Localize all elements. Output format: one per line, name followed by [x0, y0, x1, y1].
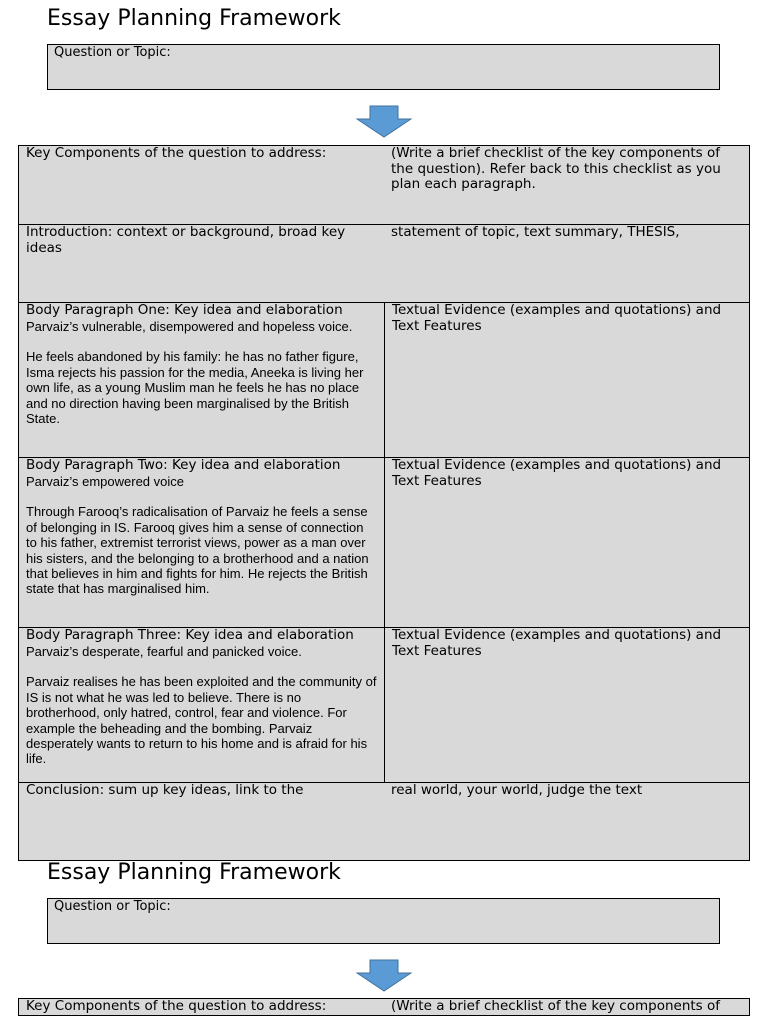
framework-title-2: Essay Planning Framework: [47, 860, 341, 885]
planning-table-2: [18, 998, 750, 1016]
body-one-heading: Body Paragraph One: Key idea and elaboration: [26, 302, 343, 318]
question-topic-label-2: Question or Topic:: [54, 899, 171, 914]
body-one-evidence[interactable]: Textual Evidence (examples and quotations) and Text Features: [384, 303, 749, 457]
body-two-heading: Body Paragraph Two: Key idea and elaboration: [26, 457, 341, 473]
body-one-notes: Parvaiz’s vulnerable, disempowered and hopeless voice. He feels abandoned by his family: he has no father figure, Isma rejects his passion for the media, Aneeka is living her own life, as a young Muslim man he feels he has no place and no direction having been marginalised by the British State.: [26, 318, 364, 426]
framework-title: Essay Planning Framework: [47, 6, 341, 31]
key-components-label-2: Key Components of the question to address:: [26, 998, 327, 1014]
introduction-continued: statement of topic, text summary, THESIS,: [391, 224, 680, 240]
body-paragraph-one-row[interactable]: [19, 303, 749, 458]
body-two-cell[interactable]: [19, 458, 384, 597]
question-topic-box-2[interactable]: [47, 898, 720, 944]
conclusion-label: Conclusion: sum up key ideas, link to the: [26, 782, 304, 798]
introduction-label: Introduction: context or background, broad key ideas: [26, 224, 346, 256]
down-arrow-icon-2: [356, 959, 412, 992]
body-one-cell[interactable]: [19, 303, 384, 426]
body-two-notes: Parvaiz’s empowered voice Through Farooq’s radicalisation of Parvaiz he feels a sense of belonging in IS. Farooq gives him a sense of connection to his father, extremist terrorist views, power as a man over his sisters, and the belonging to a brotherhood and a nation that believes in him and fights for him. He rejects the British state that has marginalised him.: [26, 473, 369, 597]
question-topic-label: Question or Topic:: [54, 45, 171, 60]
body-three-notes: Parvaiz’s desperate, fearful and panicked voice. Parvaiz realises he has been exploited and the community of IS is not what he was led to believe. There is no brotherhood, only hatred, control, fear and violence. For example the beheading and the bombing. Parvaiz desperately wants to return to his home and is afraid for his life.: [26, 643, 377, 767]
body-paragraph-two-row[interactable]: [19, 458, 749, 628]
planning-table: [18, 145, 750, 861]
key-components-instructions: (Write a brief checklist of the key components of the question). Refer back to this checklist as you plan each paragraph.: [391, 145, 721, 192]
down-arrow-icon: [356, 105, 412, 138]
question-topic-box[interactable]: [47, 44, 720, 90]
body-paragraph-three-row[interactable]: [19, 628, 749, 783]
key-components-row-2[interactable]: [19, 999, 749, 1016]
key-components-instructions-2: (Write a brief checklist of the key components of: [391, 998, 721, 1014]
conclusion-row[interactable]: [19, 783, 749, 860]
body-three-evidence[interactable]: Textual Evidence (examples and quotations) and Text Features: [384, 628, 749, 782]
body-two-evidence[interactable]: Textual Evidence (examples and quotations) and Text Features: [384, 458, 749, 627]
body-three-cell[interactable]: [19, 628, 384, 767]
body-three-heading: Body Paragraph Three: Key idea and elaboration: [26, 627, 354, 643]
conclusion-continued: real world, your world, judge the text: [391, 782, 643, 798]
introduction-row[interactable]: [19, 225, 749, 303]
key-components-label: Key Components of the question to address:: [26, 145, 327, 161]
key-components-row[interactable]: [19, 146, 749, 225]
